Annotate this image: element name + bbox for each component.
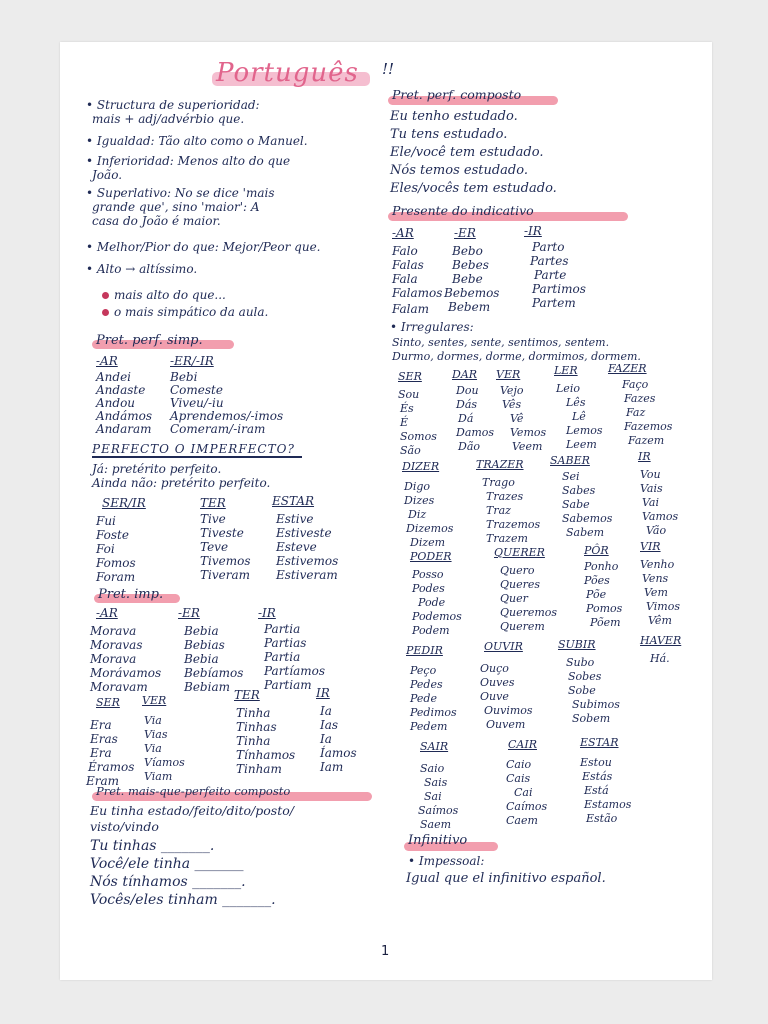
conj-form: Andaste	[96, 383, 146, 397]
question-underline	[92, 456, 302, 458]
conj-form: Vê	[510, 412, 524, 425]
irr-ouvir-head: OUVIR	[484, 640, 523, 653]
conj-form: Posso	[412, 568, 444, 581]
conj-form: Ias	[320, 718, 339, 732]
imp2-ver-head: VER	[142, 694, 167, 707]
conj-form: Partia	[264, 650, 301, 664]
perfecto-question: PERFECTO O IMPERFECTO?	[92, 442, 295, 456]
conj-form: Vejo	[500, 384, 524, 397]
conj-form: Falas	[392, 258, 424, 272]
conj-form: Pedem	[410, 720, 448, 733]
conj-form: Caímos	[506, 800, 548, 813]
conj-form: Ia	[320, 732, 332, 746]
conj-form: Fazem	[628, 434, 665, 447]
irr-subir-head: SUBIR	[558, 638, 596, 651]
conj-form: Bebi	[170, 370, 198, 384]
conj-form: Bebia	[184, 624, 219, 638]
conj-form: Trago	[482, 476, 515, 489]
conj-form: Tinha	[236, 734, 271, 748]
conj-form: Cai	[514, 786, 533, 799]
conj-form: Pedimos	[410, 706, 457, 719]
conj-form: Trazes	[486, 490, 524, 503]
irr-ler-head: LER	[554, 364, 578, 377]
conj-form: Partias	[264, 636, 307, 650]
conj-form: Tínhamos	[236, 748, 296, 762]
conj-form: Estiveram	[276, 568, 338, 582]
conj-form: Tivemos	[200, 554, 251, 568]
example-mais-alto: mais alto do que...	[114, 288, 226, 302]
ppc-line: Eles/vocês tem estudado.	[390, 181, 557, 196]
conj-form: São	[400, 444, 421, 457]
conj-form: Andámos	[96, 409, 152, 423]
irr-estar-head: ESTAR	[580, 736, 619, 749]
irreg-line: Sinto, sentes, sente, sentimos, sentem.	[392, 336, 610, 349]
inferioridade-line1: • Inferioridad: Menos alto do que	[86, 154, 291, 168]
conj-form: Teve	[200, 540, 229, 554]
conj-form: Fala	[392, 272, 418, 286]
conj-form: Somos	[400, 430, 437, 443]
conj-form: Lês	[566, 396, 586, 409]
conj-form: Digo	[404, 480, 431, 493]
conj-form: Veem	[512, 440, 543, 453]
conj-form: És	[400, 402, 414, 415]
conj-form: Vem	[644, 586, 668, 599]
conj-form: Aprendemos/-imos	[170, 409, 284, 423]
conj-form: Sobe	[568, 684, 596, 697]
conj-form: Eram	[86, 774, 120, 788]
conj-form: Põe	[586, 588, 607, 601]
conj-form: Estive	[276, 512, 314, 526]
conj-form: Viveu/-iu	[170, 396, 224, 410]
conj-form: Bebíamos	[184, 666, 244, 680]
conj-form: Saem	[420, 818, 452, 831]
pres-col-er-head: -ER	[454, 226, 476, 240]
conj-form: Dou	[456, 384, 479, 397]
inferioridade-line2: João.	[92, 168, 123, 182]
conj-form: Podes	[412, 582, 445, 595]
conj-form: Partiam	[264, 678, 312, 692]
conj-form: Dizem	[410, 536, 446, 549]
conj-form: Falamos	[392, 286, 443, 300]
mqp-line: Tu tinhas _______.	[90, 838, 215, 854]
impessoal-label: • Impessoal:	[408, 854, 485, 868]
conj-form: Bebem	[448, 300, 491, 314]
conj-form: Faço	[622, 378, 649, 391]
conj-form: Lê	[572, 410, 586, 423]
conj-form: Bebias	[184, 638, 225, 652]
conj-form: Vias	[144, 728, 168, 741]
conj-form: Fui	[96, 514, 116, 528]
conj-form: Queremos	[500, 606, 558, 619]
irr-saber-head: SABER	[550, 454, 590, 467]
conj-form: Sabemos	[562, 512, 613, 525]
conj-form: Estás	[582, 770, 613, 783]
conj-form: Ouve	[480, 690, 509, 703]
conj-form: Dizemos	[406, 522, 454, 535]
pres-col-ir-head: -IR	[524, 224, 542, 238]
mqp-line: Eu tinha estado/feito/dito/posto/	[90, 803, 294, 818]
conj-form: Iam	[320, 760, 344, 774]
ter-head: TER	[200, 496, 226, 510]
inf-header: Infinitivo	[408, 833, 468, 848]
ser-ir-head: SER/IR	[102, 496, 146, 510]
conj-form: Estão	[586, 812, 618, 825]
conj-form: Andaram	[96, 422, 152, 436]
conj-form: Sabes	[562, 484, 596, 497]
conj-form: Viam	[144, 770, 173, 783]
conj-form: Damos	[456, 426, 495, 439]
conj-form: Ia	[320, 704, 332, 718]
irr-sair-head: SAIR	[420, 740, 449, 753]
imp2-ir-head: IR	[316, 686, 330, 700]
mqp-line: Vocês/eles tinham _______.	[90, 892, 276, 908]
conj-form: Leem	[566, 438, 597, 451]
conj-form: Queres	[500, 578, 541, 591]
conj-form: Dás	[456, 398, 478, 411]
irr-pedir-head: PEDIR	[406, 644, 443, 657]
conj-form: Vens	[642, 572, 669, 585]
melhor-line: • Melhor/Pior do que: Mejor/Peor que.	[86, 240, 321, 254]
conj-form: Bebes	[452, 258, 489, 272]
conj-form: Partia	[264, 622, 301, 636]
conj-form: Tinha	[236, 706, 271, 720]
conj-form: Sou	[398, 388, 420, 401]
conj-form: Dão	[458, 440, 480, 453]
ainda-rule: Ainda não: pretérito perfeito.	[92, 476, 271, 490]
conj-form: Subo	[566, 656, 595, 669]
superlativo-line1: • Superlativo: No se dice 'mais	[86, 186, 275, 200]
irr-fazer-head: FAZER	[608, 362, 647, 375]
conj-form: Pedes	[410, 678, 443, 691]
conj-form: Tiveste	[200, 526, 244, 540]
conj-form: É	[400, 416, 409, 429]
conj-form: Fazemos	[624, 420, 673, 433]
conj-form: Éramos	[88, 760, 135, 774]
conj-form: Há.	[650, 652, 670, 665]
conj-form: Partem	[532, 296, 576, 310]
conj-form: Vão	[646, 524, 667, 537]
superlativo-line3: casa do João é maior.	[92, 214, 221, 228]
conj-form: Víamos	[144, 756, 185, 769]
ppc-line: Eu tenho estudado.	[390, 109, 518, 124]
conj-form: Esteve	[276, 540, 317, 554]
page-title: Português	[216, 58, 359, 88]
pps-header: Pret. perf. simp.	[96, 333, 203, 348]
conj-form: Comeste	[170, 383, 223, 397]
conj-form: Cais	[506, 772, 531, 785]
conj-form: Dizes	[404, 494, 435, 507]
conj-form: Foram	[96, 570, 136, 584]
conj-form: Sai	[424, 790, 442, 803]
conj-form: Foste	[96, 528, 129, 542]
conj-form: Via	[144, 714, 162, 727]
conj-form: Comeram/-iram	[170, 422, 266, 436]
imp2-ser-head: SER	[96, 696, 120, 709]
conj-form: Querem	[500, 620, 545, 633]
conj-form: Faz	[626, 406, 646, 419]
conj-form: Está	[584, 784, 609, 797]
conj-form: Estamos	[584, 798, 632, 811]
conj-form: Pões	[584, 574, 610, 587]
bullet-dot	[102, 309, 109, 316]
conj-form: Bebemos	[444, 286, 500, 300]
conj-form: Podemos	[412, 610, 462, 623]
imp-col-er-head: -ER	[178, 606, 200, 620]
conj-form: Caem	[506, 814, 538, 827]
conj-form: Sei	[562, 470, 580, 483]
conj-form: Ouvimos	[484, 704, 533, 717]
conj-form: Andei	[96, 370, 132, 384]
pres-header: Presente do indicativo	[392, 203, 534, 218]
conj-form: Falo	[392, 244, 418, 258]
conj-form: Bebia	[184, 652, 219, 666]
imp-header: Pret. imp.	[98, 587, 164, 602]
irr-trazer-head: TRAZER	[476, 458, 524, 471]
conj-form: Subimos	[572, 698, 620, 711]
conj-form: Vais	[640, 482, 663, 495]
conj-form: Quer	[500, 592, 528, 605]
irregulares-label: • Irregulares:	[390, 320, 474, 334]
irr-dizer-head: DIZER	[402, 460, 440, 473]
conj-form: Tinhas	[236, 720, 277, 734]
mqp-line: visto/vindo	[90, 819, 159, 834]
ppc-header: Pret. perf. composto	[392, 87, 522, 102]
conj-form: Pomos	[586, 602, 623, 615]
imp2-ter-head: TER	[234, 688, 260, 702]
superioridade-line1: • Structura de superioridad:	[86, 98, 260, 112]
conj-form: Dá	[458, 412, 474, 425]
conj-form: Vai	[642, 496, 660, 509]
conj-form: Tinham	[236, 762, 282, 776]
conj-form: Estivemos	[276, 554, 339, 568]
conj-form: Traz	[486, 504, 511, 517]
conj-form: Lemos	[566, 424, 603, 437]
ja-rule: Já: pretérito perfeito.	[92, 462, 222, 476]
conj-form: Quero	[500, 564, 535, 577]
conj-form: Parte	[534, 268, 567, 282]
conj-form: Pede	[410, 692, 437, 705]
conj-form: Sobem	[572, 712, 611, 725]
superioridade-line2: mais + adj/advérbio que.	[92, 112, 245, 126]
conj-form: Partimos	[532, 282, 586, 296]
conj-form: Tive	[200, 512, 226, 526]
conj-form: Via	[144, 742, 162, 755]
conj-form: Trazemos	[486, 518, 541, 531]
conj-form: Fomos	[96, 556, 136, 570]
ppc-line: Tu tens estudado.	[390, 127, 508, 142]
imp-col-ar-head: -AR	[96, 606, 118, 620]
conj-form: Ouvem	[486, 718, 526, 731]
conj-form: Morávamos	[90, 666, 162, 680]
conj-form: Saímos	[418, 804, 459, 817]
pres-col-ar-head: -AR	[392, 226, 414, 240]
irr-haver-head: HAVER	[640, 634, 682, 647]
irr-ser-head: SER	[398, 370, 422, 383]
conj-form: Peço	[410, 664, 437, 677]
conj-form: Saio	[420, 762, 445, 775]
conj-form: Caio	[506, 758, 532, 771]
irr-por-head: PÔR	[584, 544, 609, 557]
conj-form: Estiveste	[276, 526, 332, 540]
conj-form: Leio	[556, 382, 580, 395]
conj-form: Era	[90, 718, 112, 732]
irr-poder-head: PODER	[410, 550, 452, 563]
conj-form: Diz	[408, 508, 427, 521]
conj-form: Estou	[580, 756, 612, 769]
irr-cair-head: CAIR	[508, 738, 537, 751]
conj-form: Vemos	[510, 426, 547, 439]
conj-form: Fazes	[624, 392, 656, 405]
conj-form: Bebo	[452, 244, 483, 258]
title-exclaim: !!	[382, 60, 395, 78]
pps-col-er-ir-head: -ER/-IR	[170, 354, 214, 368]
conj-form: Moravas	[90, 638, 143, 652]
conj-form: Vêm	[648, 614, 672, 627]
conj-form: Ponho	[584, 560, 619, 573]
pps-col-ar-head: -AR	[96, 354, 118, 368]
conj-form: Morava	[90, 652, 137, 666]
conj-form: Sabem	[566, 526, 605, 539]
conj-form: Partíamos	[264, 664, 326, 678]
igualdade-line: • Igualdad: Tão alto como o Manuel.	[86, 134, 308, 148]
conj-form: Podem	[412, 624, 450, 637]
conj-form: Bebe	[452, 272, 483, 286]
conj-form: Morava	[90, 624, 137, 638]
conj-form: Íamos	[320, 746, 357, 760]
example-simpatico: o mais simpático da aula.	[114, 305, 269, 319]
estar-head: ESTAR	[272, 494, 315, 508]
conj-form: Bebiam	[184, 680, 230, 694]
conj-form: Ouves	[480, 676, 515, 689]
conj-form: Ouço	[480, 662, 509, 675]
conj-form: Moravam	[90, 680, 148, 694]
mqp-header: Pret. mais-que-perfeito composto	[96, 784, 291, 798]
irr-ver-head: VER	[496, 368, 521, 381]
imp-col-ir-head: -IR	[258, 606, 276, 620]
conj-form: Partes	[530, 254, 569, 268]
irr-vir-head: VIR	[640, 540, 661, 553]
bullet-dot	[102, 292, 109, 299]
conj-form: Parto	[532, 240, 565, 254]
ppc-line: Ele/você tem estudado.	[390, 145, 544, 160]
irr-querer-head: QUERER	[494, 546, 545, 559]
ppc-line: Nós temos estudado.	[390, 163, 528, 178]
conj-form: Vês	[502, 398, 522, 411]
irr-ir-head: IR	[638, 450, 651, 463]
conj-form: Andou	[96, 396, 136, 410]
conj-form: Vou	[640, 468, 661, 481]
conj-form: Vamos	[642, 510, 679, 523]
conj-form: Sais	[424, 776, 448, 789]
conj-form: Venho	[640, 558, 675, 571]
conj-form: Põem	[590, 616, 621, 629]
conj-form: Sabe	[562, 498, 590, 511]
conj-form: Tiveram	[200, 568, 250, 582]
conj-form: Pode	[418, 596, 446, 609]
irreg-line: Durmo, dormes, dorme, dormimos, dormem.	[392, 350, 641, 363]
conj-form: Eras	[90, 732, 118, 746]
conj-form: Sobes	[568, 670, 602, 683]
altissimo-line: • Alto → altíssimo.	[86, 262, 198, 276]
superlativo-line2: grande que', sino 'maior': A	[92, 200, 260, 214]
mqp-line: Nós tínhamos _______.	[90, 874, 246, 890]
conj-form: Era	[90, 746, 112, 760]
conj-form: Vimos	[646, 600, 680, 613]
page-number: 1	[381, 944, 390, 959]
mqp-line: Você/ele tinha _______	[90, 856, 244, 872]
conj-form: Trazem	[486, 532, 528, 545]
impessoal-text: Igual que el infinitivo español.	[406, 871, 606, 886]
irr-dar-head: DAR	[452, 368, 478, 381]
conj-form: Foi	[96, 542, 115, 556]
conj-form: Falam	[392, 302, 430, 316]
